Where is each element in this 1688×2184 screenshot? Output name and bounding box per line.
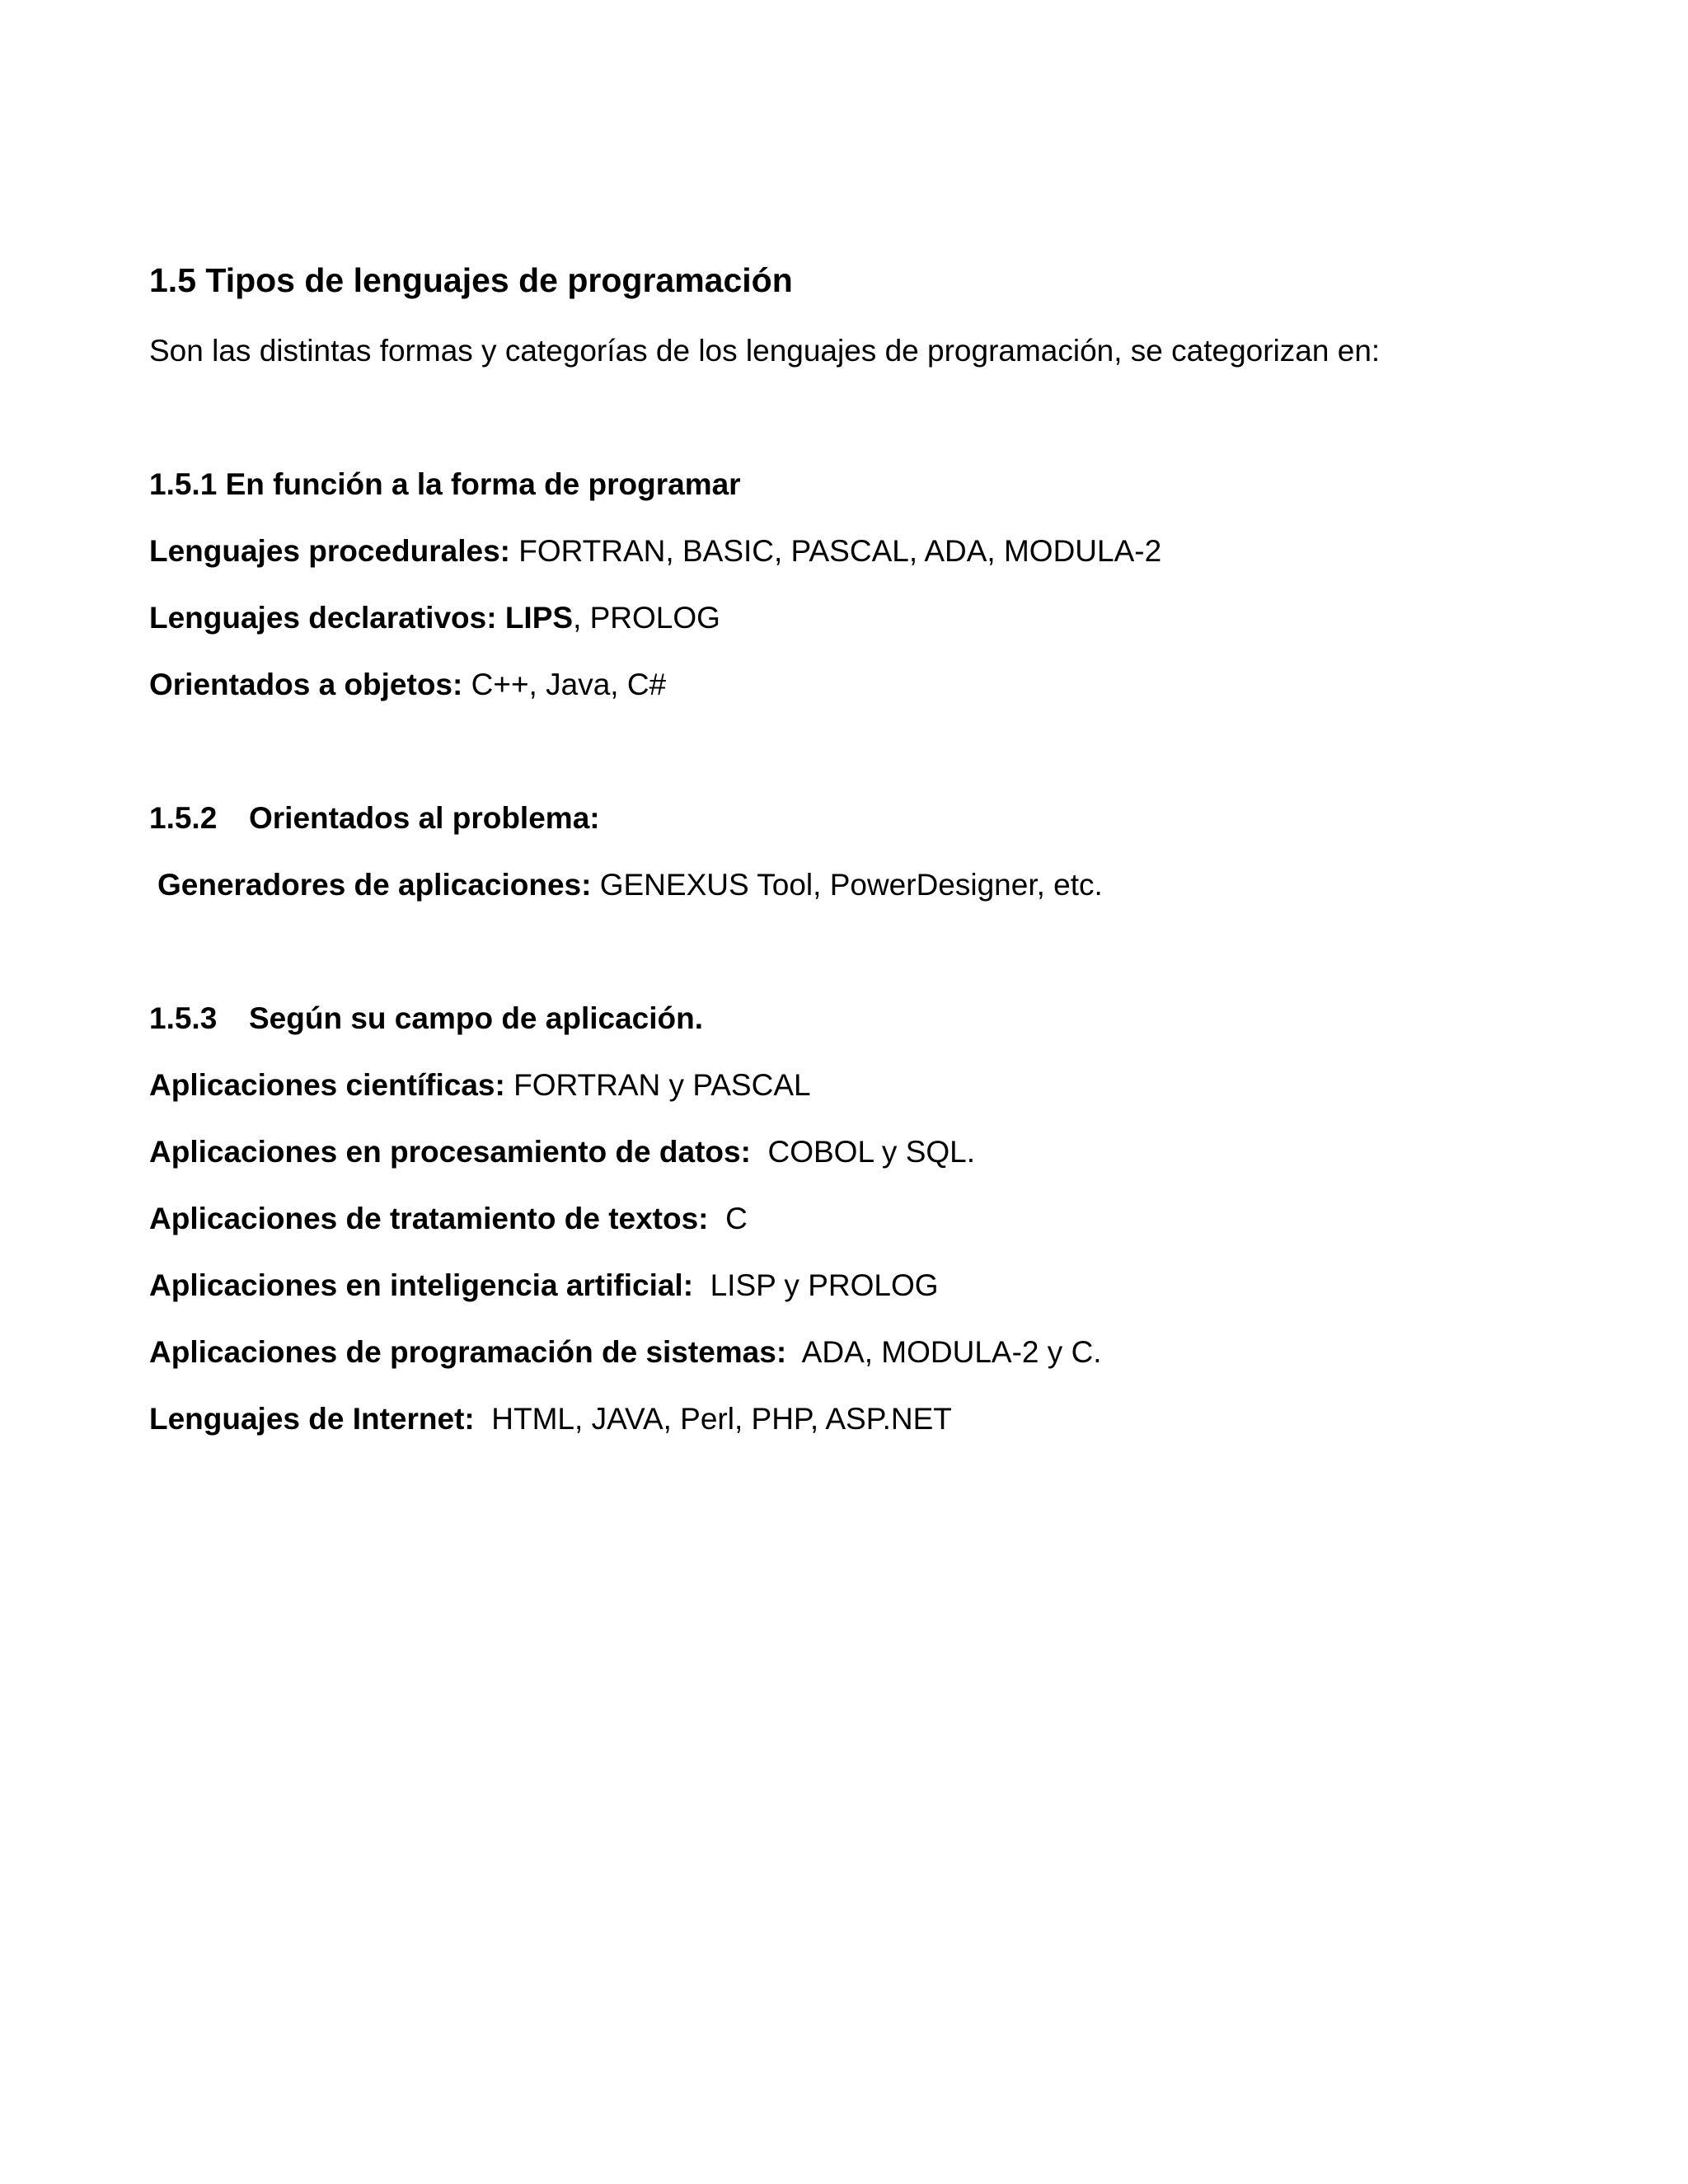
list-item [149,1334,1102,1371]
list-item [149,600,720,636]
item-label: Aplicaciones en procesamiento de datos: [149,1135,751,1169]
item-label: Aplicaciones de programación de sistemas: [149,1335,787,1369]
item-value: , PROLOG [573,601,720,635]
item-label: Orientados a objetos: [149,668,463,701]
list-item [157,867,1103,903]
page-title: 1.5 Tipos de lenguajes de programación [149,261,793,299]
list-item [149,667,666,703]
list-item [149,1268,939,1304]
item-value: FORTRAN, BASIC, PASCAL, ADA, MODULA-2 [509,534,1162,568]
section-heading-1-5-3 [149,1001,703,1037]
item-value: COBOL y SQL. [750,1135,976,1169]
item-label: Lenguajes procedurales: [149,534,510,568]
item-value: HTML, JAVA, Perl, PHP, ASP.NET [474,1402,952,1436]
item-value: C++, Java, C# [462,668,667,701]
intro-paragraph: Son las distintas formas y categorías de los lenguajes de programación, se categorizan en: [149,334,1381,368]
list-item [149,1134,975,1170]
section-number: 1.5.3 [149,1001,218,1035]
item-label: Aplicaciones científicas: [149,1068,505,1102]
section-heading-1-5-2 [149,800,600,837]
section-title: Orientados al problema: [249,801,600,835]
item-value: GENEXUS Tool, PowerDesigner, etc. [591,868,1103,902]
item-label: Aplicaciones de tratamiento de textos: [149,1202,709,1235]
list-item [149,1067,811,1104]
list-item [149,533,1161,569]
item-label: Lenguajes de Internet: [149,1402,475,1436]
list-item [149,1201,748,1237]
item-value: FORTRAN y PASCAL [504,1068,811,1102]
item-label: Lenguajes declarativos: LIPS [149,601,574,635]
item-value: ADA, MODULA-2 y C. [786,1335,1102,1369]
item-value: LISP y PROLOG [693,1268,939,1302]
item-label: Generadores de aplicaciones: [157,868,592,902]
list-item [149,1401,952,1437]
item-value: C [708,1202,748,1235]
item-label: Aplicaciones en inteligencia artificial: [149,1268,694,1302]
section-title: Según su campo de aplicación. [249,1001,704,1035]
section-number: 1.5.2 [149,801,218,835]
section-heading-1-5-1: 1.5.1 En función a la forma de programar [149,467,741,501]
